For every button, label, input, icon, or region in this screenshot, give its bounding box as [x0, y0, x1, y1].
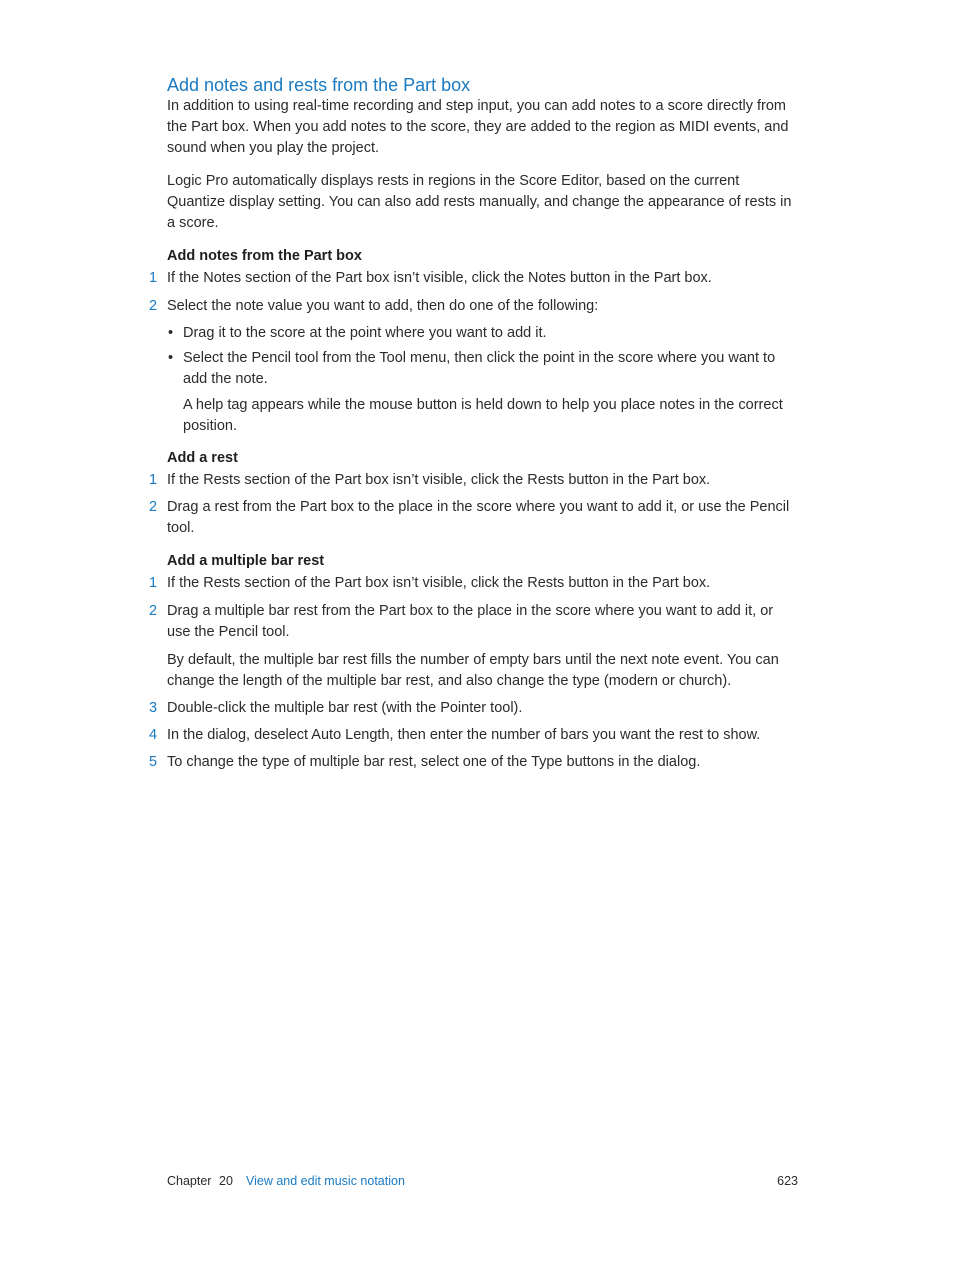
footer-page-number: 623: [777, 1174, 798, 1188]
footer-chapter-link[interactable]: View and edit music notation: [246, 1174, 405, 1188]
notes-help-paragraph: A help tag appears while the mouse button is held down to help you place notes in the correct position.: [183, 397, 783, 434]
intro-paragraph-2: Logic Pro automatically displays rests in regions in the Score Editor, based on the current Quantize display setting. You can also add rests manually, and change the appearance of rests in a score.: [167, 173, 792, 231]
step-text: Double-click the multiple bar rest (with the Pointer tool).: [167, 700, 523, 716]
step-text: Drag a multiple bar rest from the Part box to the place in the score where you want to add it, or use the Pencil tool.: [167, 603, 774, 640]
intro-paragraph-1: In addition to using real-time recording and step input, you can add notes to a score directly from the Part box. When you add notes to the score, they are added to the region as MIDI events, and sound when you play the project.: [167, 98, 789, 156]
step-number: 3: [149, 700, 158, 716]
step-text: Select the note value you want to add, then do one of the following:: [167, 298, 599, 314]
step-text: To change the type of multiple bar rest, select one of the Type buttons in the dialog.: [167, 754, 701, 770]
step-number: 2: [149, 499, 158, 515]
section-heading: Add notes and rests from the Part box: [167, 75, 471, 95]
step-text: Drag a rest from the Part box to the place in the score where you want to add it, or use the Pencil tool.: [167, 499, 790, 536]
bullet-dot: •: [168, 325, 174, 341]
multi-default-paragraph: By default, the multiple bar rest fills the number of empty bars until the next note event. You can change the length of the multiple bar rest, and also change the type (modern or church).: [167, 652, 779, 689]
step-text: In the dialog, deselect Auto Length, then enter the number of bars you want the rest to show.: [167, 727, 761, 743]
step-number: 4: [149, 727, 158, 743]
footer-chapter-number: 20: [219, 1174, 233, 1188]
subheading-add-multiple-bar-rest: Add a multiple bar rest: [167, 553, 325, 569]
footer-chapter-label: Chapter: [167, 1174, 212, 1188]
step-text: If the Notes section of the Part box isn’t visible, click the Notes button in the Part box.: [167, 270, 712, 286]
step-number: 1: [149, 575, 158, 591]
step-text: If the Rests section of the Part box isn’t visible, click the Rests button in the Part box.: [167, 575, 711, 591]
step-number: 1: [149, 270, 158, 286]
subheading-add-notes: Add notes from the Part box: [167, 248, 362, 264]
bullet-text: Select the Pencil tool from the Tool menu, then click the point in the score where you want to add the note.: [183, 350, 776, 387]
step-number: 2: [149, 603, 158, 619]
bullet-text: Drag it to the score at the point where you want to add it.: [183, 325, 547, 341]
step-text: If the Rests section of the Part box isn’t visible, click the Rests button in the Part box.: [167, 472, 711, 488]
step-number: 1: [149, 472, 158, 488]
step-number: 5: [149, 754, 158, 770]
step-number: 2: [149, 298, 158, 314]
subheading-add-rest: Add a rest: [167, 450, 238, 466]
bullet-dot: •: [168, 350, 174, 366]
